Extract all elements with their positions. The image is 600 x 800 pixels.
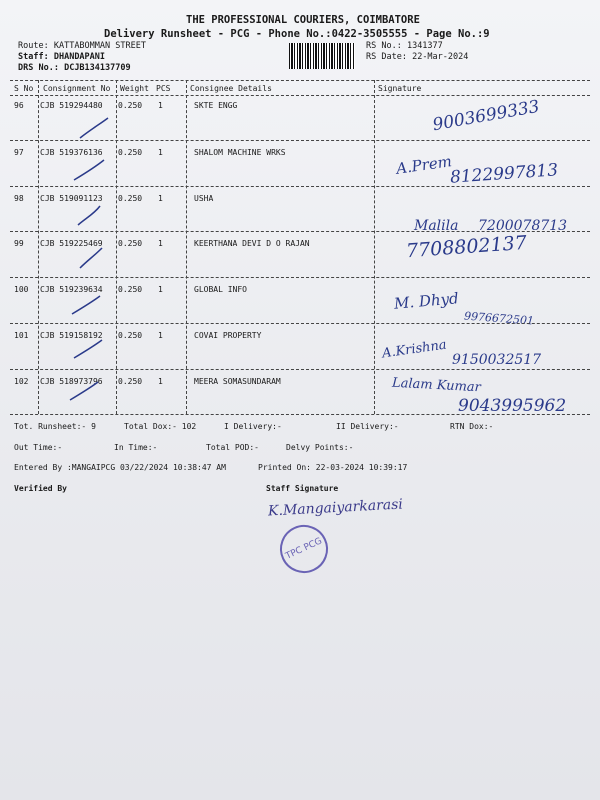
company-title: THE PROFESSIONAL COURIERS, COIMBATORE: [186, 14, 420, 26]
signature-phone: 9150032517: [452, 352, 542, 368]
i-delivery: I Delivery:-: [224, 422, 282, 431]
tick-marks-graphic: [60, 110, 120, 410]
verified-by: Verified By: [14, 484, 67, 493]
barcode-graphic: [289, 43, 355, 69]
drs-line: DRS No.: DCJB134137709: [18, 63, 131, 73]
col-signature: Signature: [378, 84, 422, 93]
col-pcs: PCS: [156, 84, 171, 93]
staff-line: Staff: DHANDAPANI: [18, 52, 106, 62]
out-time: Out Time:-: [14, 443, 63, 452]
signature-handwritten: A.Prem: [395, 152, 453, 178]
staff-signature-label: Staff Signature: [266, 484, 339, 493]
col-sno: S No: [14, 84, 34, 93]
signature-phone: 9043995962: [458, 396, 567, 416]
sep-1: [38, 80, 39, 414]
printed-on: Printed On: 22-03-2024 10:39:17: [258, 463, 408, 472]
signature-handwritten: Lalam Kumar: [391, 375, 482, 396]
entered-by: Entered By :MANGAIPCG 03/22/2024 10:38:47 AM: [14, 463, 226, 472]
signature-phone: 8122997813: [449, 160, 559, 188]
header-bottom-rule: [10, 95, 590, 96]
signature-handwritten: A.Krishna: [381, 337, 448, 362]
ii-delivery: II Delivery:-: [336, 422, 399, 431]
table-bottom-rule: [10, 414, 590, 415]
col-consignee: Consignee Details: [190, 84, 272, 93]
tpc-stamp: TPC PCG: [272, 517, 336, 581]
route-line: Route: KATTABOMMAN STREET: [18, 41, 146, 51]
signature-handwritten: M. Dhyd: [393, 289, 460, 313]
sep-4: [374, 80, 375, 414]
col-consignment: Consignment No: [43, 84, 111, 93]
signature-phone: 9003699333: [431, 96, 542, 136]
signature-handwritten: Malila: [414, 218, 459, 234]
runsheet-document: THE PROFESSIONAL COURIERS, COIMBATORE Delivery Runsheet - PCG - Phone No.:0422-3505555 - Page No.:9 Route: KATTABOMMAN STREET Staff: DHANDAPANI DRS No.: DCJB134137709 RS No.: 1341377 RS Date: 22-Mar-2024 S No Consignment No Weight PCS Consignee Details Signature 96 CJB 519294480 0.250 1 SKTE ENGG 9003699333 97 CJB 519376136 0.250 1 SHALOM MACHINE WRKS A.Prem 8122997813 98 CJB 519091123 0.250 1 USHA Malila 7200078713 99 CJB 519225469 0.250 1 KEERTHANA DEVI D O RAJAN 7708802137 100 CJB 519239634 0.250 1 GLOBAL INFO M. Dhyd 9976672501 101 CJB 519158192 0.250 1 COVAI PROPERTY A.Krishna 9150032517 102 CJB 518973796 0.250 1 MEERA SOMASUNDARAM Lalam Kumar 9043995962 Tot. Runsheet:- 9 Total Dox:- 102 I Delivery:- II Delivery:- RTN Dox:- Out Time:- In Time:- Total POD:- Delvy Points:- Entered By :MANGAIPCG 03/22/2024 10:38:47 AM Printed On: 22-03-2024 10:39:17 Verified By Staff Signature K.Mangaiyarkarasi TPC PCG: [0, 0, 600, 800]
header-top-rule: [10, 80, 590, 81]
total-pod: Total POD:-: [206, 443, 259, 452]
signature-phone: 9976672501: [463, 309, 535, 328]
total-dox: Total Dox:- 102: [124, 422, 197, 431]
rs-no-line: RS No.: 1341377: [366, 41, 443, 51]
col-weight: Weight: [120, 84, 149, 93]
runsheet-subtitle: Delivery Runsheet - PCG - Phone No.:0422-3505555 - Page No.:9: [104, 28, 490, 40]
rs-date-line: RS Date: 22-Mar-2024: [366, 52, 469, 62]
signature-phone: 7708802137: [405, 231, 528, 263]
in-time: In Time:-: [114, 443, 158, 452]
staff-signature-handwritten: K.Mangaiyarkarasi: [267, 496, 404, 520]
rtn-dox: RTN Dox:-: [450, 422, 494, 431]
sep-3: [186, 80, 187, 414]
signature-phone: 7200078713: [478, 218, 568, 234]
delvy-points: Delvy Points:-: [286, 443, 354, 452]
tot-runsheet: Tot. Runsheet:- 9: [14, 422, 96, 431]
